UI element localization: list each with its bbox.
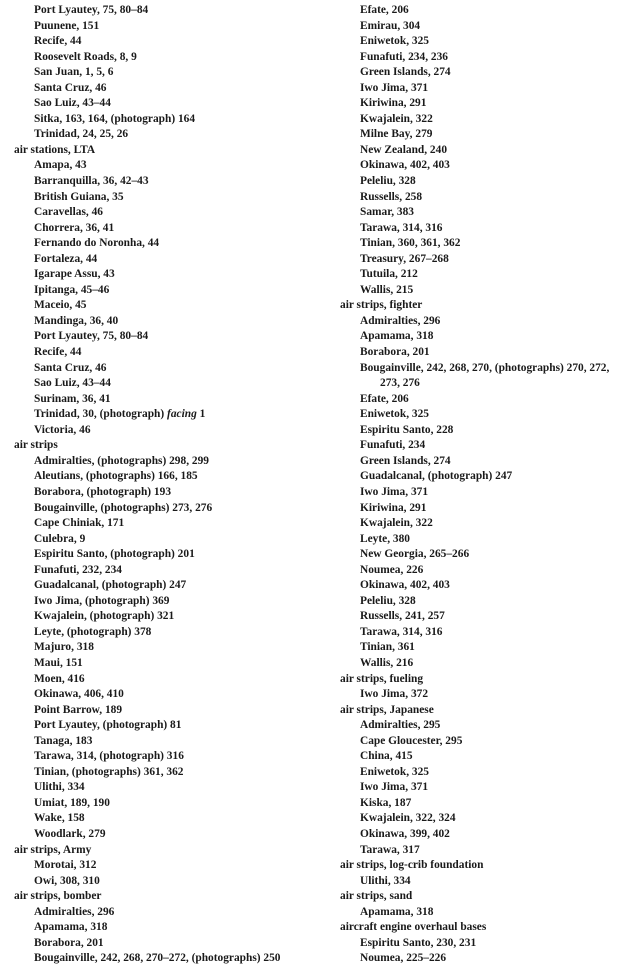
index-heading	[14, 438, 314, 454]
index-entry-text: Eniwetok, 325	[360, 35, 429, 48]
index-entry-text: Tutuila, 212	[360, 268, 418, 281]
index-heading	[340, 298, 632, 314]
index-entry-text: Santa Cruz, 46	[34, 81, 107, 94]
index-entry-text: Green Islands, 274	[360, 454, 451, 467]
index-entry	[340, 640, 632, 656]
index-entry-text: Bougainville, 242, 268, 270–272, (photographs) 250	[34, 952, 281, 965]
index-entry-italic: facing	[167, 408, 197, 421]
index-entry	[340, 236, 632, 252]
index-entry	[340, 65, 632, 81]
index-entry	[340, 143, 632, 159]
index-entry-text: Barranquilla, 36, 42–43	[34, 175, 149, 188]
index-entry-text: Bougainville, 242, 268, 270, (photographs) 270, 272,	[360, 361, 610, 374]
index-entry	[14, 609, 314, 625]
index-entry	[14, 734, 314, 750]
index-entry-text: Fernando do Noronha, 44	[34, 237, 160, 250]
index-entry	[340, 563, 632, 579]
index-entry-text: Admiralties, (photographs) 298, 299	[34, 454, 209, 467]
index-entry-text: Bougainville, (photographs) 273, 276	[34, 501, 213, 514]
index-entry	[14, 407, 314, 423]
index-entry-text: Samar, 383	[360, 206, 415, 219]
index-entry	[14, 298, 314, 314]
index-entry	[340, 843, 632, 859]
index-entry-text: Iwo Jima, 371	[360, 485, 429, 498]
index-entry-text: Borabora, 201	[34, 936, 104, 949]
index-entry	[340, 407, 632, 423]
index-entry	[14, 3, 314, 19]
index-entry-text: Iwo Jima, 372	[360, 688, 429, 701]
index-entry	[340, 438, 632, 454]
index-entry-text: Funafuti, 234, 236	[360, 50, 448, 63]
index-entry-text: Puunene, 151	[34, 19, 100, 32]
index-entry-text: New Zealand, 240	[360, 143, 448, 156]
index-entry	[14, 905, 314, 921]
index-entry-text: Caravellas, 46	[34, 206, 103, 219]
index-entry-text: Funafuti, 234	[360, 439, 426, 452]
index-heading	[14, 143, 314, 159]
index-column-left	[14, 3, 314, 967]
index-entry-text: Tinian, 361	[360, 641, 415, 654]
index-entry-text: Igarape Assu, 43	[34, 268, 115, 281]
index-entry-text: Kiriwina, 291	[360, 97, 427, 110]
index-entry-text: Majuro, 318	[34, 641, 94, 654]
index-entry	[14, 516, 314, 532]
index-entry	[14, 392, 314, 408]
index-entry	[340, 780, 632, 796]
index-entry-text: Kwajalein, 322, 324	[360, 812, 456, 825]
index-entry	[340, 749, 632, 765]
index-entry	[340, 81, 632, 97]
index-entry-text: Tanaga, 183	[34, 734, 93, 747]
index-entry	[340, 516, 632, 532]
index-entry-text: Maui, 151	[34, 656, 83, 669]
index-entry	[14, 236, 314, 252]
index-entry-text: Cape Chiniak, 171	[34, 517, 125, 530]
index-entry	[340, 874, 632, 890]
index-entry	[14, 578, 314, 594]
index-entry-text: Wallis, 216	[360, 656, 414, 669]
index-heading	[14, 843, 314, 859]
index-entry	[14, 936, 314, 952]
index-entry-text: Borabora, (photograph) 193	[34, 485, 172, 498]
index-entry-text: Guadalcanal, (photograph) 247	[360, 470, 513, 483]
index-entry	[340, 127, 632, 143]
index-entry-text: Ipitanga, 45–46	[34, 283, 110, 296]
index-entry	[14, 687, 314, 703]
index-entry	[340, 361, 632, 377]
index-entry-text: New Georgia, 265–266	[360, 548, 470, 561]
index-entry-text: air strips	[14, 439, 58, 452]
index-entry-text: Funafuti, 232, 234	[34, 563, 122, 576]
index-entry	[340, 485, 632, 501]
index-entry-text: Efate, 206	[360, 4, 409, 16]
index-entry-text: Iwo Jima, 371	[360, 81, 429, 94]
index-entry-text: Sitka, 163, 164, (photograph) 164	[34, 112, 196, 125]
index-entry-text: China, 415	[360, 750, 413, 763]
index-entry	[340, 190, 632, 206]
index-entry-text: British Guiana, 35	[34, 190, 124, 203]
index-entry-text: Port Lyautey, 75, 80–84	[34, 330, 149, 343]
index-entry-text: air strips, fighter	[340, 299, 423, 312]
index-entry-text: Sao Luiz, 43–44	[34, 97, 111, 110]
index-heading	[340, 858, 632, 874]
index-entry	[14, 314, 314, 330]
index-entry	[14, 594, 314, 610]
index-entry-text: Fortaleza, 44	[34, 252, 98, 265]
index-entry	[14, 703, 314, 719]
index-entry	[14, 174, 314, 190]
index-entry-text: air strips, Army	[14, 843, 92, 856]
index-entry-text: Kwajalein, 322	[360, 517, 433, 530]
index-entry	[14, 283, 314, 299]
index-entry	[340, 112, 632, 128]
index-entry-text: Milne Bay, 279	[360, 128, 433, 141]
index-entry	[14, 765, 314, 781]
index-entry	[14, 81, 314, 97]
index-entry-text: Okinawa, 402, 403	[360, 579, 450, 592]
index-entry	[340, 609, 632, 625]
index-entry-text: Russells, 241, 257	[360, 610, 445, 623]
index-entry	[340, 578, 632, 594]
index-entry-text: Tarawa, 314, 316	[360, 221, 443, 234]
index-entry-text: Eniwetok, 325	[360, 408, 429, 421]
index-entry	[14, 672, 314, 688]
index-entry	[14, 718, 314, 734]
index-entry	[340, 314, 632, 330]
index-entry	[340, 158, 632, 174]
index-entry	[14, 625, 314, 641]
index-entry-text: Wallis, 215	[360, 283, 414, 296]
index-entry	[14, 34, 314, 50]
index-entry	[340, 936, 632, 952]
index-entry-text: Maceio, 45	[34, 299, 87, 312]
index-entry-text: Leyte, 380	[360, 532, 410, 545]
index-entry-text: Chorrera, 36, 41	[34, 221, 115, 234]
index-entry-text: Borabora, 201	[360, 346, 430, 359]
index-entry-text: Recife, 44	[34, 35, 82, 48]
index-entry-text: Guadalcanal, (photograph) 247	[34, 579, 187, 592]
index-entry-text: Roosevelt Roads, 8, 9	[34, 50, 137, 63]
index-entry-text: Espiritu Santo, 230, 231	[360, 936, 477, 949]
index-entry	[340, 625, 632, 641]
index-entry-text: Morotai, 312	[34, 859, 97, 872]
index-entry-text: Port Lyautey, 75, 80–84	[34, 4, 149, 16]
index-entry-text: Apamama, 318	[360, 905, 434, 918]
index-entry	[340, 501, 632, 517]
index-entry	[14, 127, 314, 143]
index-entry-text: Recife, 44	[34, 346, 82, 359]
index-entry-text: Aleutians, (photographs) 166, 185	[34, 470, 198, 483]
index-entry	[340, 734, 632, 750]
index-entry	[340, 174, 632, 190]
index-entry	[340, 687, 632, 703]
index-entry	[340, 765, 632, 781]
index-entry-text: Apamama, 318	[34, 921, 108, 934]
index-entry	[340, 221, 632, 237]
index-entry	[14, 469, 314, 485]
index-entry	[14, 563, 314, 579]
index-entry	[340, 656, 632, 672]
index-entry-text: air strips, Japanese	[340, 703, 434, 716]
index-entry	[340, 283, 632, 299]
index-entry	[340, 329, 632, 345]
index-entry-text: Victoria, 46	[34, 423, 91, 436]
index-entry	[14, 65, 314, 81]
index-entry	[340, 34, 632, 50]
index-entry-text: Iwo Jima, (photograph) 369	[34, 594, 170, 607]
index-entry	[14, 423, 314, 439]
index-entry-text: Tarawa, 314, (photograph) 316	[34, 750, 184, 763]
index-entry-text: Tinian, (photographs) 361, 362	[34, 765, 184, 778]
index-entry	[340, 50, 632, 66]
index-entry	[14, 190, 314, 206]
index-entry-text: Amapa, 43	[34, 159, 87, 172]
index-entry-text: Noumea, 226	[360, 563, 424, 576]
index-entry-text: Efate, 206	[360, 392, 409, 405]
index-entry-text: Trinidad, 24, 25, 26	[34, 128, 129, 141]
index-entry	[14, 252, 314, 268]
index-entry	[14, 501, 314, 517]
index-entry-text: Kiska, 187	[360, 796, 412, 809]
index-heading	[340, 889, 632, 905]
index-entry	[14, 920, 314, 936]
index-heading	[340, 920, 632, 936]
index-entry-text: Tarawa, 314, 316	[360, 625, 443, 638]
index-entry-text: Treasury, 267–268	[360, 252, 449, 265]
index-entry	[14, 96, 314, 112]
index-entry-text: Green Islands, 274	[360, 66, 451, 79]
index-entry-text: Okinawa, 406, 410	[34, 688, 124, 701]
index-entry-text: Moen, 416	[34, 672, 85, 685]
index-entry-text: Culebra, 9	[34, 532, 86, 545]
index-entry	[340, 796, 632, 812]
index-entry	[340, 547, 632, 563]
index-entry	[14, 827, 314, 843]
index-entry	[14, 532, 314, 548]
index-entry	[340, 392, 632, 408]
index-entry-text: 273, 276	[380, 377, 420, 390]
index-entry-text: Kwajalein, 322	[360, 112, 433, 125]
index-entry-text: Woodlark, 279	[34, 827, 106, 840]
index-entry-text: air strips, log-crib foundation	[340, 859, 484, 872]
index-entry-text: air strips, bomber	[14, 890, 102, 903]
index-entry	[14, 345, 314, 361]
index-entry-text: air strips, fueling	[340, 672, 424, 685]
index-entry-text: Russells, 258	[360, 190, 423, 203]
index-entry-text: Peleliu, 328	[360, 594, 416, 607]
index-entry-text: Surinam, 36, 41	[34, 392, 111, 405]
index-entry	[14, 547, 314, 563]
index-entry-text: Owi, 308, 310	[34, 874, 100, 887]
index-entry	[14, 19, 314, 35]
index-entry	[14, 50, 314, 66]
index-entry-text: Port Lyautey, (photograph) 81	[34, 719, 182, 732]
index-entry	[340, 532, 632, 548]
index-column-right	[340, 3, 632, 967]
index-entry	[14, 221, 314, 237]
index-entry-text: Ulithi, 334	[360, 874, 411, 887]
index-entry-text: Admiralties, 296	[34, 905, 115, 918]
index-entry	[14, 874, 314, 890]
index-heading	[14, 889, 314, 905]
index-entry-text: Kwajalein, (photograph) 321	[34, 610, 175, 623]
index-entry	[340, 19, 632, 35]
index-entry	[14, 329, 314, 345]
index-entry-text: Point Barrow, 189	[34, 703, 123, 716]
index-entry-text: Noumea, 225–226	[360, 952, 447, 965]
index-entry-text: Leyte, (photograph) 378	[34, 625, 152, 638]
index-heading	[340, 672, 632, 688]
index-entry-text: Trinidad, 30, (photograph)	[34, 408, 168, 421]
index-entry	[14, 376, 314, 392]
index-entry-text: Admiralties, 296	[360, 314, 441, 327]
index-entry	[340, 205, 632, 221]
index-entry	[14, 485, 314, 501]
index-entry	[340, 423, 632, 439]
index-entry	[14, 951, 314, 967]
index-entry	[340, 594, 632, 610]
index-entry-text: Tarawa, 317	[360, 843, 420, 856]
index-entry-text: Okinawa, 402, 403	[360, 159, 450, 172]
index-entry-text: Okinawa, 399, 402	[360, 827, 450, 840]
index-entry-text: Espiritu Santo, 228	[360, 423, 454, 436]
index-entry-page: 1	[196, 408, 206, 421]
index-entry	[340, 718, 632, 734]
index-entry	[340, 376, 632, 392]
index-entry-text: Cape Gloucester, 295	[360, 734, 463, 747]
index-entry	[14, 158, 314, 174]
index-entry-text: Admiralties, 295	[360, 719, 441, 732]
index-entry-text: Emirau, 304	[360, 19, 421, 32]
index-entry	[14, 361, 314, 377]
index-entry	[14, 858, 314, 874]
index-entry-text: Espiritu Santo, (photograph) 201	[34, 548, 195, 561]
index-entry	[340, 905, 632, 921]
index-entry-text: Apamama, 318	[360, 330, 434, 343]
index-entry	[14, 796, 314, 812]
index-entry	[14, 205, 314, 221]
index-entry-text: Umiat, 189, 190	[34, 796, 110, 809]
index-entry	[14, 656, 314, 672]
index-entry	[14, 112, 314, 128]
index-entry-text: Sao Luiz, 43–44	[34, 377, 111, 390]
index-entry	[340, 811, 632, 827]
index-entry	[14, 749, 314, 765]
index-entry	[14, 640, 314, 656]
index-entry	[14, 267, 314, 283]
index-entry	[14, 454, 314, 470]
index-entry	[340, 345, 632, 361]
index-entry-text: San Juan, 1, 5, 6	[34, 66, 114, 79]
index-entry-text: Tinian, 360, 361, 362	[360, 237, 461, 250]
index-entry-text: Peleliu, 328	[360, 175, 416, 188]
index-entry	[340, 827, 632, 843]
index-entry	[340, 267, 632, 283]
index-heading	[340, 703, 632, 719]
index-entry-text: Mandinga, 36, 40	[34, 314, 119, 327]
index-entry-text: Santa Cruz, 46	[34, 361, 107, 374]
index-entry-text: Kiriwina, 291	[360, 501, 427, 514]
index-entry-text: Eniwetok, 325	[360, 765, 429, 778]
index-entry	[340, 469, 632, 485]
index-entry	[340, 3, 632, 19]
index-entry-text: Wake, 158	[34, 812, 85, 825]
index-entry-text: air stations, LTA	[14, 143, 96, 156]
index-entry	[340, 252, 632, 268]
index-entry	[14, 780, 314, 796]
index-entry	[340, 454, 632, 470]
index-entry	[340, 96, 632, 112]
index-entry-text: Iwo Jima, 371	[360, 781, 429, 794]
index-entry-text: Ulithi, 334	[34, 781, 85, 794]
index-entry	[14, 811, 314, 827]
index-entry	[340, 951, 632, 967]
index-entry-text: air strips, sand	[340, 890, 413, 903]
index-entry-text: aircraft engine overhaul bases	[340, 921, 487, 934]
